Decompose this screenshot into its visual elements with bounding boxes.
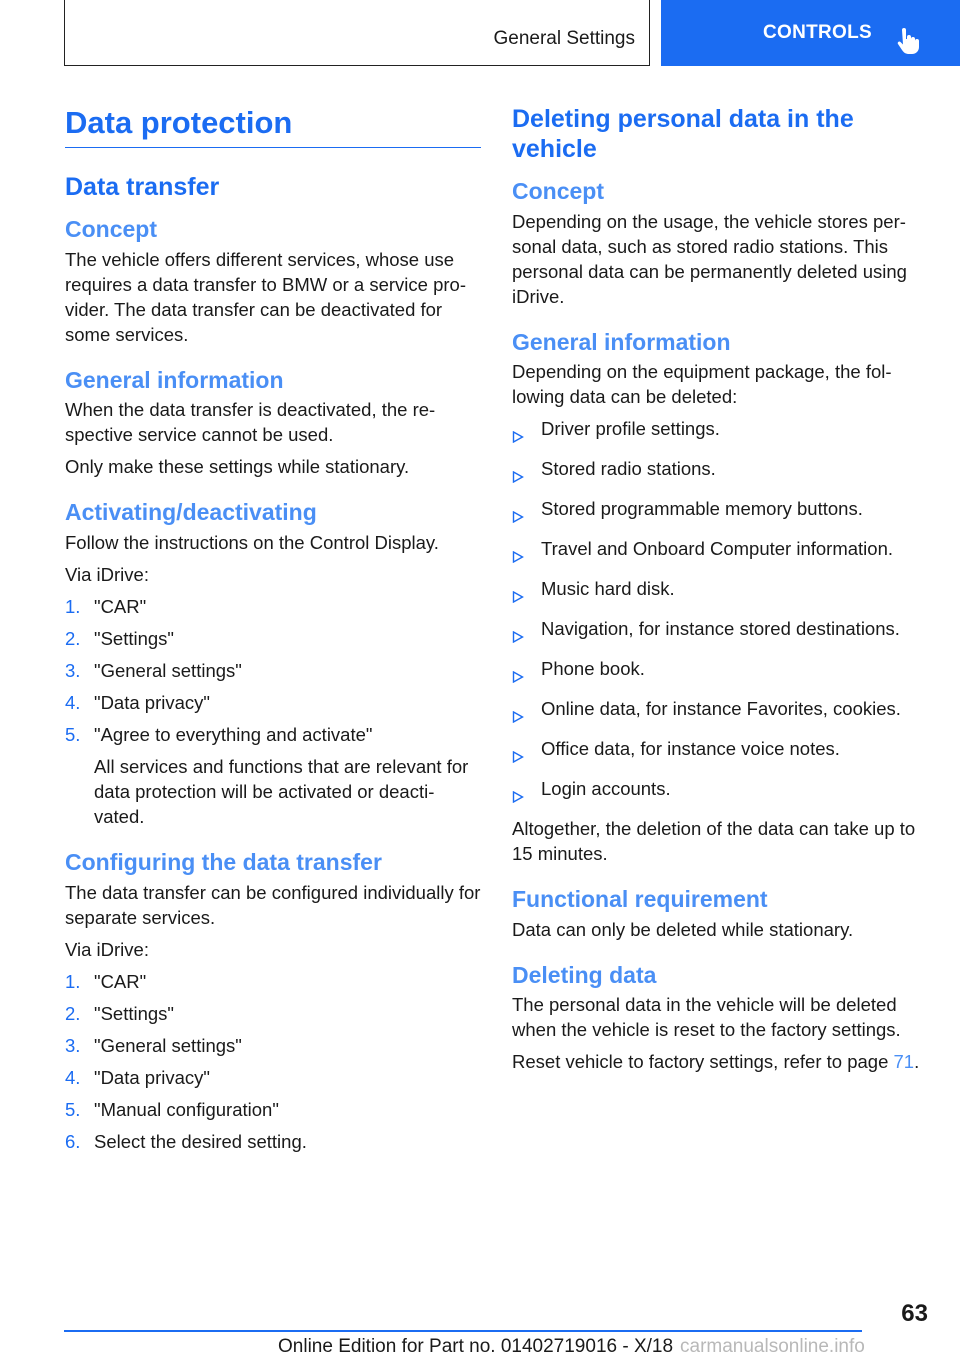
list-item <box>512 696 922 729</box>
list-item-text: Music hard disk. <box>541 578 675 600</box>
step-text: "CAR" <box>94 595 147 617</box>
list-item <box>512 616 922 649</box>
heading-general-information-right: General information <box>512 328 731 355</box>
activating-text-1: Follow the instructions on the Control Display. <box>65 531 439 553</box>
list-item <box>512 776 922 809</box>
triangle-right-icon <box>512 456 541 489</box>
heading-activating: Activating/deactivating <box>65 499 317 526</box>
step-text: "CAR" <box>94 970 147 992</box>
list-item-text: Driver profile settings. <box>541 418 720 440</box>
heading-functional-requirement: Functional requirement <box>512 886 768 913</box>
step-text: "Manual configuration" <box>94 1098 279 1120</box>
right-concept-text: Depending on the usage, the vehicle stores per-sonal data, such as stored radio stations. This personal data can be permanently deleted using iDrive. <box>512 210 907 307</box>
list-item-text: Phone book. <box>541 658 645 680</box>
step-text: "Data privacy" <box>94 1066 210 1088</box>
step-text: "General settings" <box>94 659 242 681</box>
left-column <box>65 100 481 1161</box>
list-item <box>512 536 922 569</box>
triangle-right-icon <box>512 536 541 569</box>
list-item <box>65 1097 481 1122</box>
triangle-right-icon <box>512 576 541 609</box>
step-text: "Data privacy" <box>94 691 210 713</box>
list-item-text: Login accounts. <box>541 778 671 800</box>
list-item-text: Travel and Onboard Computer information. <box>541 538 894 560</box>
reset-reference <box>512 1049 922 1074</box>
list-item <box>512 456 922 489</box>
step-number: 1. <box>65 970 81 992</box>
right-column <box>512 100 922 1081</box>
list-item <box>65 1129 481 1154</box>
step-number: 3. <box>65 1034 81 1056</box>
list-item-text: Stored radio stations. <box>541 458 716 480</box>
list-item <box>512 576 922 609</box>
general-text-1: When the data transfer is deactivated, the re-spective service cannot be used. <box>65 399 436 446</box>
triangle-right-icon <box>512 496 541 529</box>
step-number: 6. <box>65 1130 81 1152</box>
list-item-text: Navigation, for instance stored destinations. <box>541 618 900 640</box>
configuring-text-2: Via iDrive: <box>65 938 149 960</box>
step-text: "Settings" <box>94 1002 174 1024</box>
list-item <box>65 690 481 715</box>
page-reference-link[interactable]: 71 <box>893 1051 915 1073</box>
step-number: 4. <box>65 691 81 713</box>
triangle-right-icon <box>512 736 541 769</box>
functional-text: Data can only be deleted while stationary. <box>512 918 854 940</box>
step-number: 5. <box>65 723 81 745</box>
step-text: "General settings" <box>94 1034 242 1056</box>
step-text: "Settings" <box>94 627 174 649</box>
right-general-text: Depending on the equipment package, the fol-lowing data can be deleted: <box>512 361 892 408</box>
footer-divider <box>64 1330 862 1332</box>
reset-reference-end: . <box>914 1051 920 1073</box>
step-number: 3. <box>65 659 81 681</box>
activating-text-2: Via iDrive: <box>65 563 149 585</box>
heading-general-information: General information <box>65 366 284 393</box>
list-item <box>512 736 922 769</box>
list-item <box>65 626 481 651</box>
header-section-title: General Settings <box>493 28 635 49</box>
step-text: Select the desired setting. <box>94 1130 307 1152</box>
deleting-text: The personal data in the vehicle will be deleted when the vehicle is reset to the factory settings. <box>512 994 901 1041</box>
step-text: "Agree to everything and activate" <box>94 723 373 745</box>
list-item-text: Office data, for instance voice notes. <box>541 738 840 760</box>
heading-concept: Concept <box>65 216 157 243</box>
list-item <box>512 656 922 689</box>
watermark: carmanualsonline.info <box>680 1336 865 1357</box>
step-number: 5. <box>65 1098 81 1120</box>
heading-concept-right: Concept <box>512 178 604 204</box>
header-chapter-box <box>661 0 960 66</box>
list-item <box>65 1001 481 1026</box>
step-number: 4. <box>65 1066 81 1088</box>
reset-reference-text: Reset vehicle to factory settings, refer to page <box>512 1051 889 1073</box>
list-item <box>65 594 481 619</box>
configuring-text-1: The data transfer can be configured individually for separate services. <box>65 881 481 928</box>
footer-edition: Online Edition for Part no. 01402719016 - X/18 <box>278 1336 674 1357</box>
list-item <box>65 1065 481 1090</box>
step-5-note: All services and functions that are relevant for data protection will be activated or deacti-vated. <box>94 755 469 827</box>
deletion-duration-text: Altogether, the deletion of the data can take up to 15 minutes. <box>512 818 916 865</box>
section-title-deleting-personal-data: Deleting personal data in the vehicle <box>512 105 854 163</box>
configuring-steps <box>65 969 481 1154</box>
list-item <box>65 969 481 994</box>
header-section-box <box>64 0 650 66</box>
list-item-text: Stored programmable memory buttons. <box>541 498 863 520</box>
deletable-data-list <box>512 416 922 809</box>
page-number: 63 <box>901 1300 928 1327</box>
list-item-text: Online data, for instance Favorites, cookies. <box>541 698 901 720</box>
general-text-2: Only make these settings while stationary. <box>65 456 410 478</box>
triangle-right-icon <box>512 616 541 649</box>
step-number: 2. <box>65 1002 81 1024</box>
list-item <box>65 1033 481 1058</box>
heading-deleting-data: Deleting data <box>512 961 657 988</box>
header-chapter-title: CONTROLS <box>763 22 873 43</box>
list-item <box>512 416 922 449</box>
heading-configuring: Configuring the data transfer <box>65 848 382 875</box>
activating-steps <box>65 594 481 747</box>
list-item <box>65 658 481 683</box>
list-item <box>65 722 481 747</box>
step-number: 1. <box>65 595 81 617</box>
triangle-right-icon <box>512 696 541 729</box>
triangle-right-icon <box>512 656 541 689</box>
step-number: 2. <box>65 627 81 649</box>
triangle-right-icon <box>512 416 541 449</box>
section-title-data-transfer: Data transfer <box>65 173 220 202</box>
triangle-right-icon <box>512 776 541 809</box>
list-item <box>512 496 922 529</box>
page-title: Data protection <box>65 104 481 148</box>
pointing-hand-icon <box>897 28 919 54</box>
concept-text: The vehicle offers different services, whose use requires a data transfer to BMW or a service pro-vider. The data transfer can be deactivated for some services. <box>65 248 466 345</box>
